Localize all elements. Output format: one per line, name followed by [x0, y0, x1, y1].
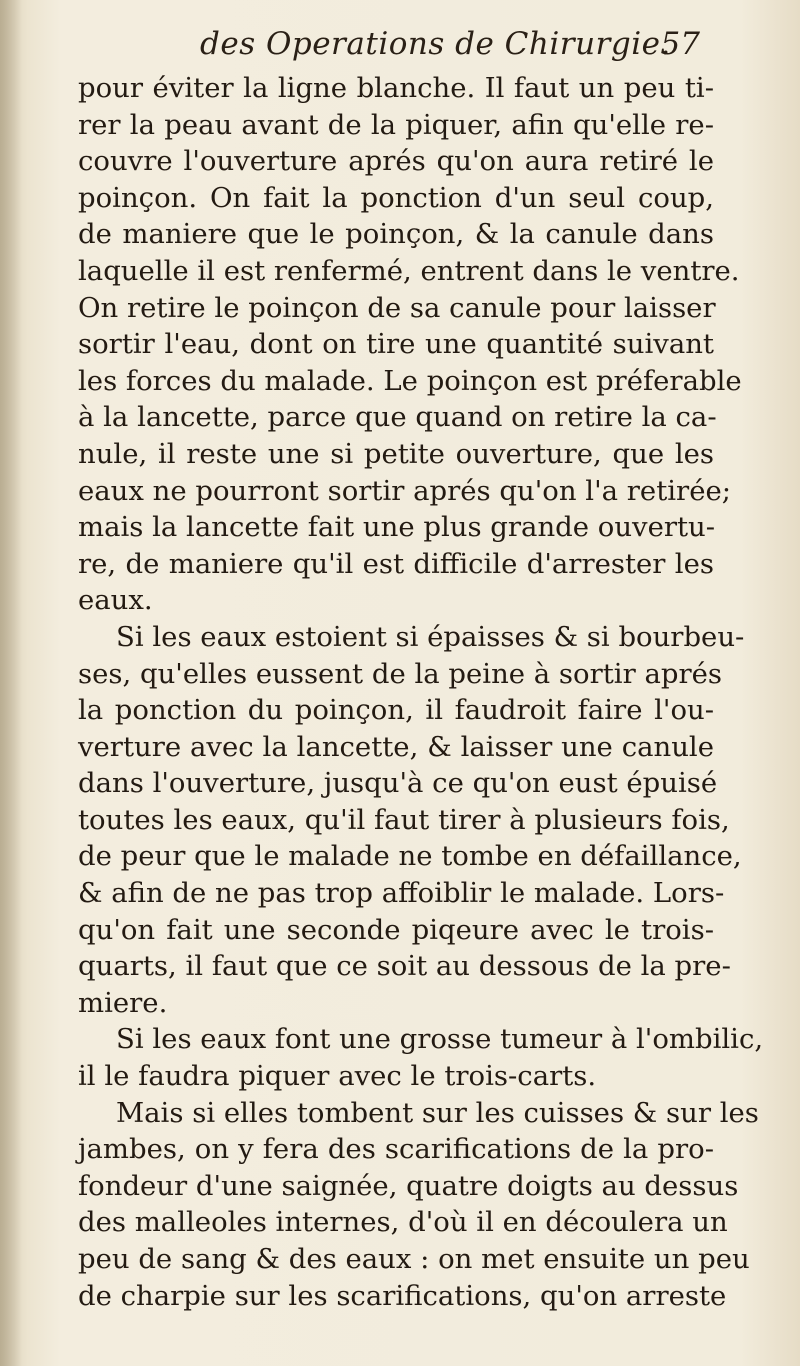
text-line: peu de sang & des eaux : on met ensuite un peu [78, 1243, 750, 1275]
text-line: rer la peau avant de la piquer, afin qu'elle re- [78, 108, 714, 141]
text-line: à la lancette, parce que quand on retire la ca- [78, 401, 717, 434]
text-line: poinçon. On fait la ponction d'un seul coup, [78, 181, 714, 214]
binding-gutter [0, 0, 22, 1366]
text-line: les forces du malade. Le poinçon est préferable [78, 364, 742, 397]
text-line: de charpie sur les scarifications, qu'on arreste [78, 1279, 727, 1312]
text-line: il le faudra piquer avec le trois-carts. [78, 1060, 597, 1093]
text-line: laquelle il est renfermé, entrent dans le ventre. [78, 254, 740, 287]
text-line: mais la lancette fait une plus grande ouvertu- [78, 511, 716, 544]
text-line: couvre l'ouverture aprés qu'on aura retiré le [78, 145, 714, 178]
text-line: nule, il reste une si petite ouverture, que les [78, 437, 714, 470]
text-line: sortir l'eau, dont on tire une quantité suivant [78, 328, 714, 361]
text-line: toutes les eaux, qu'il faut tirer à plusieurs fois, [78, 803, 730, 836]
text-line: On retire le poinçon de sa canule pour laisser [78, 291, 716, 324]
text-line: de peur que le malade ne tombe en défaillance, [78, 840, 742, 873]
text-line: pour éviter la ligne blanche. Il faut un peu ti- [78, 72, 714, 104]
text-line: miere. [78, 986, 168, 1019]
text-line: des malleoles internes, d'où il en découlera un [78, 1206, 728, 1239]
text-line: jambes, on y fera des scarifications de la pro- [78, 1133, 714, 1166]
paragraph-start-line: Si les eaux font une grosse tumeur à l'ombilic, [116, 1023, 764, 1056]
text-line: de maniere que le poinçon, & la canule dans [78, 218, 714, 251]
text-line: verture avec la lancette, & laisser une canule [78, 730, 714, 763]
page-header [80, 18, 720, 68]
text-line: qu'on fait une seconde piqeure avec le trois- [78, 913, 714, 946]
paragraph-start-line: Mais si elles tombent sur les cuisses & sur les [116, 1096, 759, 1129]
body-text [78, 70, 764, 1314]
text-line: quarts, il faut que ce soit au dessous de la pre- [78, 950, 731, 983]
text-line: ses, qu'elles eussent de la peine à sortir aprés [78, 657, 723, 690]
text-line: fondeur d'une saignée, quatre doigts au dessus [78, 1169, 739, 1202]
text-line: eaux ne pourront sortir aprés qu'on l'a retirée; [78, 474, 732, 507]
text-line: la ponction du poinçon, il faudroit faire l'ou- [78, 694, 714, 727]
paragraph-start-line: Si les eaux estoient si épaisses & si bourbeu- [116, 620, 745, 653]
text-line: & afin de ne pas trop affoiblir le malade. Lors- [78, 877, 725, 910]
running-title: des Operations de Chirurgie. [200, 26, 671, 62]
text-line: re, de maniere qu'il est difficile d'arrester les [78, 547, 714, 580]
page-number: 57 [660, 26, 700, 62]
text-line: eaux. [78, 584, 153, 617]
text-line: dans l'ouverture, jusqu'à ce qu'on eust épuisé [78, 767, 718, 800]
